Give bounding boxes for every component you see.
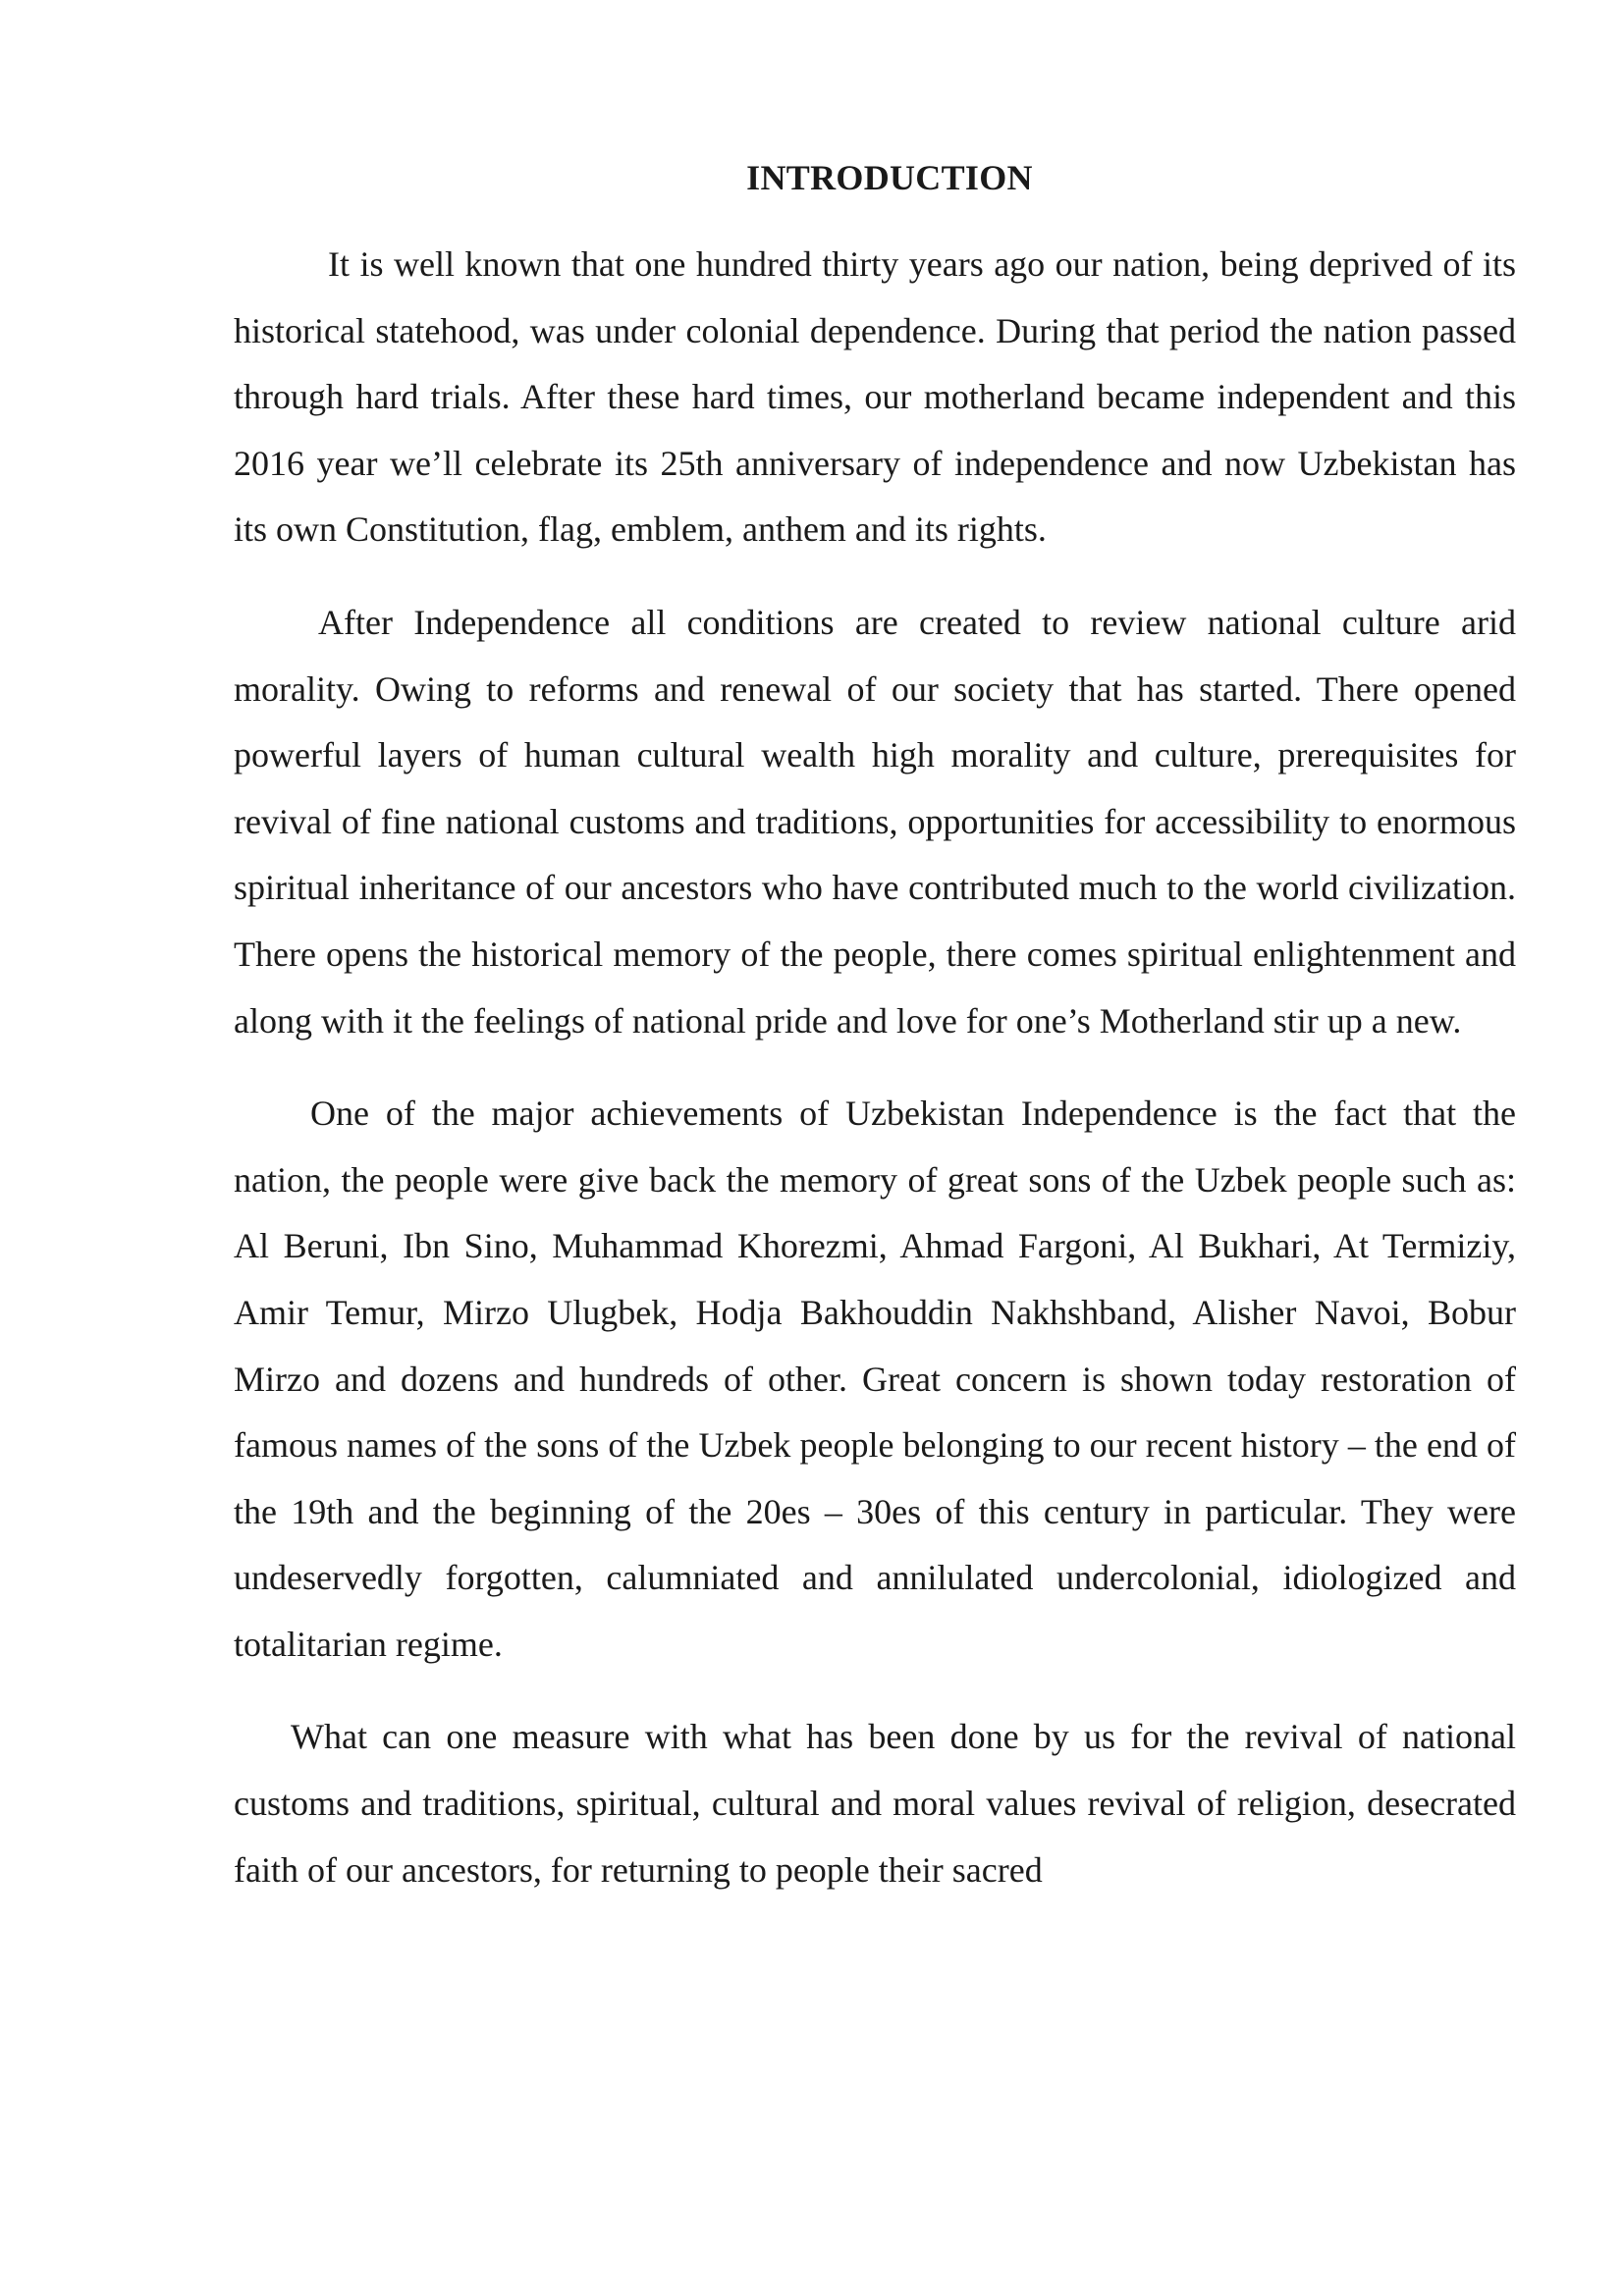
paragraph-4: What can one measure with what has been done by us for the revival of national customs and traditions, spiritual, cultural and moral values revival of religion, desecrated faith of our ancestors, for returning to people their sacred: [234, 1717, 1516, 1890]
paragraph-1: It is well known that one hundred thirty years ago our nation, being deprived of its historical statehood, was under colonial dependence. During that period the nation passed through hard trials. After these hard times, our motherland became independent and this 2016 year we’ll celebrate its 25th anniversary of independence and now Uzbekistan has its own Constitution, flag, emblem, anthem and its rights.: [234, 244, 1516, 550]
page-title: INTRODUCTION: [746, 158, 1033, 197]
paragraph-3: One of the major achievements of Uzbekistan Independence is the fact that the nation, the people were give back the memory of great sons of the Uzbek people such as: Al Beruni, Ibn Sino, Muhammad Khorezmi, Ahmad Fargoni, Al Bukhari, At Termiziy, Amir Temur, Mirzo Ulugbek, Hodja Bakhouddin Nakhshband, Alisher Navoi, Bobur Mirzo and dozens and hundreds of other. Great concern is shown today restoration of famous names of the sons of the Uzbek people belonging to our recent history – the end of the 19th and the beginning of the 20es – 30es of this century in particular. They were undeservedly forgotten, calumniated and annilulated undercolonial, idiologized and totalitarian regime.: [234, 1094, 1516, 1664]
paragraph-2: After Independence all conditions are created to review national culture arid morality. Owing to reforms and renewal of our society that has started. There opened powerful layers of human cultural wealth high morality and culture, prerequisites for revival of fine national customs and traditions, opportunities for accessibility to enormous spiritual inheritance of our ancestors who have contributed much to the world civilization. There opens the historical memory of the people, there comes spiritual enlightenment and along with it the feelings of national pride and love for one’s Motherland stir up a new.: [234, 602, 1516, 1041]
document-body: [234, 149, 1516, 1930]
